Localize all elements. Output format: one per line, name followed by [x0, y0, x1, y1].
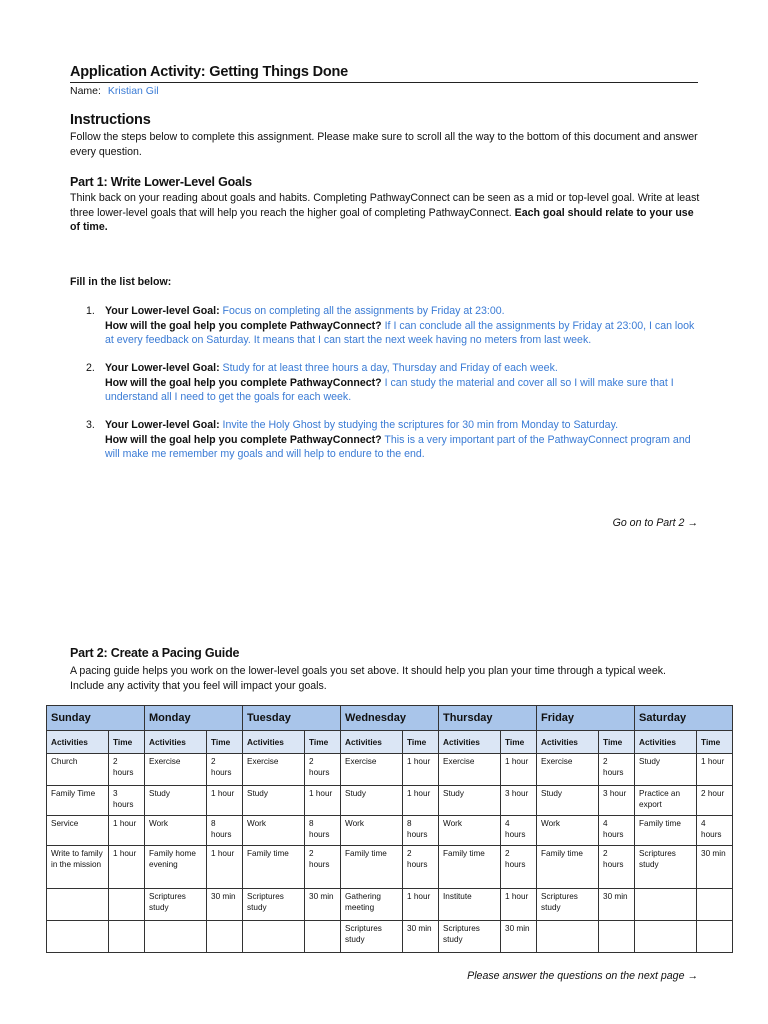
- goal-number: 1.: [86, 305, 95, 317]
- day-header-sunday: Sunday: [47, 706, 145, 731]
- time-cell[interactable]: 2 hours: [305, 846, 341, 889]
- help-label: How will the goal help you complete PathwayConnect?: [105, 433, 382, 446]
- time-header: Time: [501, 731, 537, 754]
- activity-cell[interactable]: Family time: [537, 846, 599, 889]
- document-title: Application Activity: Getting Things Done: [70, 64, 698, 83]
- activity-cell[interactable]: Write to family in the mission: [47, 846, 109, 889]
- activities-header: Activities: [439, 731, 501, 754]
- help-answer[interactable]: If I can conclude all the assignments by Friday at 23:00, I can look at every feedback on Saturday. It means that I can start the next week having no meters from last week.: [105, 319, 695, 346]
- time-cell[interactable]: [109, 889, 145, 921]
- activity-cell[interactable]: Work: [341, 816, 403, 846]
- time-cell[interactable]: 30 min: [403, 921, 439, 953]
- activity-cell[interactable]: Work: [537, 816, 599, 846]
- time-cell[interactable]: 8 hours: [403, 816, 439, 846]
- time-cell[interactable]: 4 hours: [501, 816, 537, 846]
- time-cell[interactable]: 30 min: [697, 846, 733, 889]
- activities-header: Activities: [537, 731, 599, 754]
- time-cell[interactable]: [697, 889, 733, 921]
- name-line: [70, 85, 159, 97]
- go-to-part2-note: Go on to Part 2 →: [612, 517, 698, 529]
- time-cell[interactable]: 1 hour: [501, 889, 537, 921]
- goal-number: 2.: [86, 362, 95, 374]
- time-cell[interactable]: 1 hour: [697, 754, 733, 786]
- time-header: Time: [207, 731, 243, 754]
- time-cell[interactable]: 2 hours: [207, 754, 243, 786]
- help-answer[interactable]: I can study the material and cover all so I will make sure that I understand all I need to get the goals for each week.: [105, 376, 674, 403]
- activity-cell[interactable]: Study: [341, 786, 403, 816]
- activity-cell[interactable]: Scriptures study: [439, 921, 501, 953]
- activity-cell[interactable]: Family time: [243, 846, 305, 889]
- time-cell[interactable]: 2 hours: [403, 846, 439, 889]
- activity-cell[interactable]: Institute: [439, 889, 501, 921]
- time-cell[interactable]: 1 hour: [207, 846, 243, 889]
- time-cell[interactable]: 3 hour: [599, 786, 635, 816]
- activity-cell[interactable]: Exercise: [243, 754, 305, 786]
- name-value[interactable]: Kristian Gil: [107, 85, 159, 97]
- activities-header: Activities: [47, 731, 109, 754]
- activity-cell[interactable]: Study: [537, 786, 599, 816]
- activity-cell[interactable]: Scriptures study: [341, 921, 403, 953]
- table-row: [47, 889, 733, 921]
- time-cell[interactable]: 1 hour: [305, 786, 341, 816]
- time-header: Time: [599, 731, 635, 754]
- help-label: How will the goal help you complete PathwayConnect?: [105, 376, 382, 389]
- activity-cell[interactable]: Study: [145, 786, 207, 816]
- time-cell[interactable]: 30 min: [501, 921, 537, 953]
- time-cell[interactable]: 2 hours: [305, 754, 341, 786]
- activity-cell[interactable]: Exercise: [341, 754, 403, 786]
- time-header: Time: [697, 731, 733, 754]
- fill-list-label: Fill in the list below:: [70, 276, 172, 288]
- pacing-guide-table: [46, 705, 733, 953]
- activity-cell[interactable]: Exercise: [439, 754, 501, 786]
- activities-header: Activities: [243, 731, 305, 754]
- goal-label: Your Lower-level Goal:: [105, 419, 220, 431]
- time-cell[interactable]: 1 hour: [109, 846, 145, 889]
- time-cell[interactable]: 30 min: [207, 889, 243, 921]
- day-header-saturday: Saturday: [635, 706, 733, 731]
- activity-cell[interactable]: Family time: [635, 816, 697, 846]
- column-header-row: [47, 731, 733, 754]
- activity-cell[interactable]: Exercise: [145, 754, 207, 786]
- time-cell[interactable]: 2 hours: [109, 754, 145, 786]
- table-row: [47, 816, 733, 846]
- name-label: Name:: [70, 85, 101, 97]
- time-cell[interactable]: 3 hours: [109, 786, 145, 816]
- part1-text: [70, 191, 700, 235]
- activity-cell[interactable]: Exercise: [537, 754, 599, 786]
- activity-cell[interactable]: Scriptures study: [635, 846, 697, 889]
- time-cell[interactable]: 3 hour: [501, 786, 537, 816]
- time-header: Time: [403, 731, 439, 754]
- help-answer[interactable]: This is a very important part of the PathwayConnect program and will make me remember my goals and will help to endure to the end.: [105, 433, 691, 460]
- activity-cell[interactable]: Family time: [439, 846, 501, 889]
- time-cell[interactable]: 2 hour: [697, 786, 733, 816]
- goal-label: Your Lower-level Goal:: [105, 305, 220, 317]
- time-cell[interactable]: 1 hour: [501, 754, 537, 786]
- time-cell[interactable]: 4 hours: [599, 816, 635, 846]
- goal-answer[interactable]: Focus on completing all the assignments by Friday at 23:00.: [222, 305, 505, 317]
- time-header: Time: [305, 731, 341, 754]
- time-cell[interactable]: 2 hours: [599, 754, 635, 786]
- part1-heading: Part 1: Write Lower-Level Goals: [70, 175, 252, 189]
- part2-heading: Part 2: Create a Pacing Guide: [70, 646, 240, 660]
- activity-cell[interactable]: [635, 889, 697, 921]
- activity-cell[interactable]: [145, 921, 207, 953]
- time-cell[interactable]: 1 hour: [207, 786, 243, 816]
- pacing-body: [47, 754, 733, 953]
- part1-text-bold: Each goal should relate to your use of time.: [70, 206, 694, 233]
- time-cell[interactable]: 8 hours: [305, 816, 341, 846]
- instructions-heading: Instructions: [70, 112, 151, 128]
- goal-item-1: [86, 304, 698, 348]
- activity-cell[interactable]: [537, 921, 599, 953]
- activity-cell[interactable]: Work: [243, 816, 305, 846]
- day-header-row: [47, 706, 733, 731]
- part1-text-plain: Think back on your reading about goals and habits. Completing PathwayConnect can be seen as a mid or top-level goal. Write at least three lower-level goals that will help you reach the higher goal of completing PathwayConnect.: [70, 192, 700, 219]
- activity-cell[interactable]: Service: [47, 816, 109, 846]
- goal-label: Your Lower-level Goal:: [105, 362, 220, 374]
- activity-cell[interactable]: Family home evening: [145, 846, 207, 889]
- table-row: [47, 846, 733, 889]
- activity-cell[interactable]: Work: [145, 816, 207, 846]
- activity-cell[interactable]: [635, 921, 697, 953]
- time-cell[interactable]: 1 hour: [109, 816, 145, 846]
- instructions-text: Follow the steps below to complete this assignment. Please make sure to scroll all the way to the bottom of this document and answer every question.: [70, 131, 698, 158]
- time-cell[interactable]: 2 hours: [599, 846, 635, 889]
- part2-text: A pacing guide helps you work on the lower-level goals you set above. It should help you plan your time through a typical week. Include any activity that you feel will impact your goals.: [70, 665, 666, 692]
- activity-cell[interactable]: Study: [243, 786, 305, 816]
- activities-header: Activities: [341, 731, 403, 754]
- activity-cell[interactable]: Gathering meeting: [341, 889, 403, 921]
- time-cell[interactable]: [305, 921, 341, 953]
- table-row: [47, 786, 733, 816]
- table-row: [47, 754, 733, 786]
- activity-cell[interactable]: [243, 921, 305, 953]
- time-cell[interactable]: 1 hour: [403, 786, 439, 816]
- time-cell[interactable]: [599, 921, 635, 953]
- activity-cell[interactable]: Family time: [341, 846, 403, 889]
- day-header-friday: Friday: [537, 706, 635, 731]
- time-cell[interactable]: 1 hour: [403, 889, 439, 921]
- time-header: Time: [109, 731, 145, 754]
- time-cell[interactable]: [109, 921, 145, 953]
- day-header-thursday: Thursday: [439, 706, 537, 731]
- activity-cell[interactable]: Scriptures study: [145, 889, 207, 921]
- activity-cell[interactable]: Study: [635, 754, 697, 786]
- table-row: [47, 921, 733, 953]
- goal-number: 3.: [86, 419, 95, 431]
- activity-cell[interactable]: [47, 889, 109, 921]
- activity-cell[interactable]: Practice an export: [635, 786, 697, 816]
- time-cell[interactable]: 1 hour: [403, 754, 439, 786]
- activity-cell[interactable]: [47, 921, 109, 953]
- activities-header: Activities: [635, 731, 697, 754]
- activity-cell[interactable]: Work: [439, 816, 501, 846]
- activities-header: Activities: [145, 731, 207, 754]
- time-cell[interactable]: 2 hours: [501, 846, 537, 889]
- time-cell[interactable]: 30 min: [305, 889, 341, 921]
- time-cell[interactable]: 30 min: [599, 889, 635, 921]
- day-header-monday: Monday: [145, 706, 243, 731]
- day-header-wednesday: Wednesday: [341, 706, 439, 731]
- goal-item-3: [86, 418, 698, 462]
- day-header-tuesday: Tuesday: [243, 706, 341, 731]
- time-cell[interactable]: 8 hours: [207, 816, 243, 846]
- next-page-note: Please answer the questions on the next page →: [467, 970, 698, 982]
- time-cell[interactable]: [207, 921, 243, 953]
- goal-item-2: [86, 361, 698, 405]
- activity-cell[interactable]: Scriptures study: [243, 889, 305, 921]
- time-cell[interactable]: [697, 921, 733, 953]
- help-label: How will the goal help you complete PathwayConnect?: [105, 319, 382, 332]
- activity-cell[interactable]: Study: [439, 786, 501, 816]
- time-cell[interactable]: 4 hours: [697, 816, 733, 846]
- activity-cell[interactable]: Family Time: [47, 786, 109, 816]
- activity-cell[interactable]: Church: [47, 754, 109, 786]
- goal-answer[interactable]: Study for at least three hours a day, Thursday and Friday of each week.: [222, 362, 558, 374]
- goal-answer[interactable]: Invite the Holy Ghost by studying the scriptures for 30 min from Monday to Saturday.: [222, 419, 619, 431]
- activity-cell[interactable]: Scriptures study: [537, 889, 599, 921]
